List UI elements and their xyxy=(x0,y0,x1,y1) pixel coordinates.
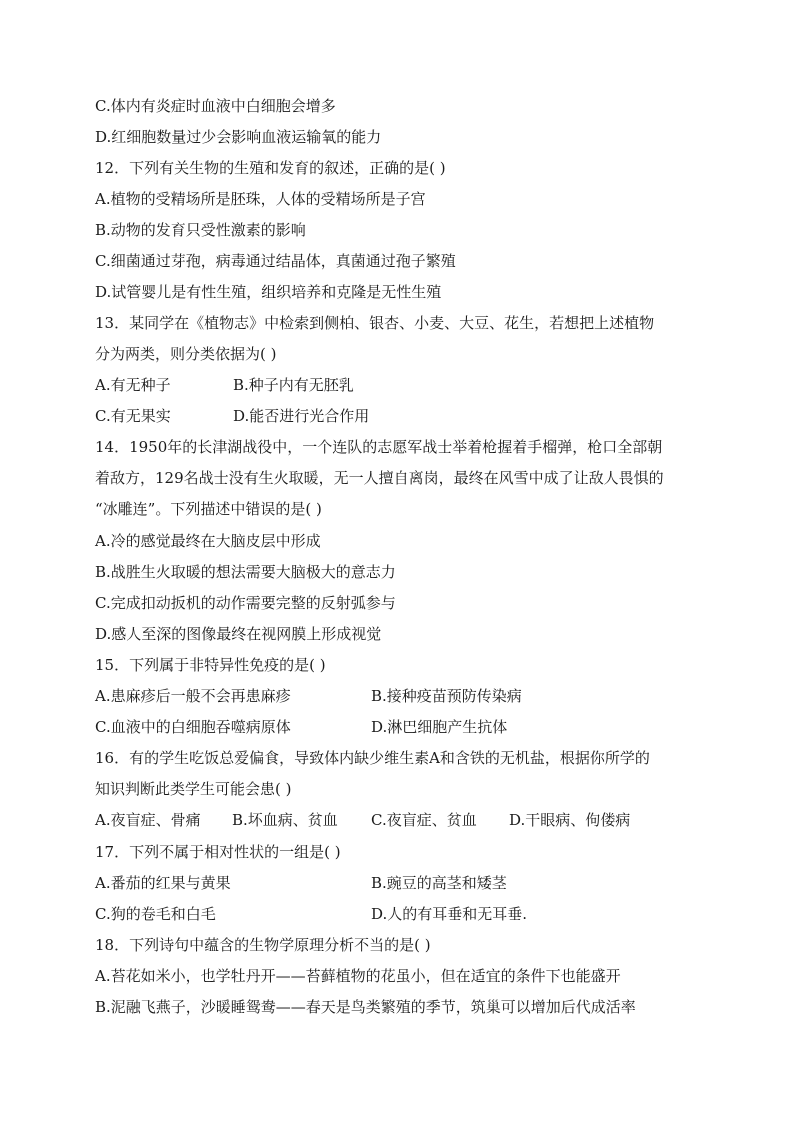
q13-option-d: D.能否进行光合作用 xyxy=(233,407,370,425)
q18-option-a: A.苔花如米小，也学牡丹开——苔藓植物的花虽小，但在适宜的条件下也能盛开 xyxy=(95,967,621,985)
q14-option-b: B.战胜生火取暖的想法需要大脑极大的意志力 xyxy=(95,563,396,581)
q12-stem: 12．下列有关生物的生殖和发育的叙述，正确的是( ) xyxy=(95,159,446,177)
q14-option-c: C.完成扣动扳机的动作需要完整的反射弧参与 xyxy=(95,594,396,612)
q17-option-a: A.番茄的红果与黄果 xyxy=(95,874,231,892)
q15-option-c: C.血液中的白细胞吞噬病原体 xyxy=(95,718,291,736)
q14-stem-line-3: “冰雕连”。下列描述中错误的是( ) xyxy=(95,500,322,518)
q11-option-d: D.红细胞数量过少会影响血液运输氧的能力 xyxy=(95,128,382,146)
q12-option-c: C.细菌通过芽孢，病毒通过结晶体，真菌通过孢子繁殖 xyxy=(95,252,456,270)
q15-option-a: A.患麻疹后一般不会再患麻疹 xyxy=(95,687,291,705)
q15-option-d: D.淋巴细胞产生抗体 xyxy=(371,718,508,736)
q13-option-a: A.有无种子 xyxy=(95,376,171,394)
q16-option-c: C.夜盲症、贫血 xyxy=(371,811,477,829)
q17-option-d: D.人的有耳垂和无耳垂. xyxy=(371,905,528,923)
q17-stem: 17．下列不属于相对性状的一组是( ) xyxy=(95,843,341,861)
q16-option-d: D.干眼病、佝偻病 xyxy=(509,811,631,829)
q13-stem-line-2: 分为两类，则分类依据为( ) xyxy=(95,345,277,363)
q15-option-b: B.接种疫苗预防传染病 xyxy=(371,687,522,705)
q16-stem-line-2: 知识判断此类学生可能会患( ) xyxy=(95,780,292,798)
q14-option-d: D.感人至深的图像最终在视网膜上形成视觉 xyxy=(95,625,382,643)
q17-option-c: C.狗的卷毛和白毛 xyxy=(95,905,216,923)
q12-option-a: A.植物的受精场所是胚珠，人体的受精场所是子宫 xyxy=(95,190,426,208)
q12-option-b: B.动物的发育只受性激素的影响 xyxy=(95,221,306,239)
q12-option-d: D.试管婴儿是有性生殖，组织培养和克隆是无性生殖 xyxy=(95,283,442,301)
q13-stem-line-1: 13．某同学在《植物志》中检索到侧柏、银杏、小麦、大豆、花生，若想把上述植物 xyxy=(95,314,655,332)
q15-stem: 15．下列属于非特异性免疫的是( ) xyxy=(95,656,326,674)
q14-option-a: A.冷的感觉最终在大脑皮层中形成 xyxy=(95,532,321,550)
q16-option-b: B.坏血病、贫血 xyxy=(232,811,338,829)
q14-stem-line-2: 着敌方，129名战士没有生火取暖，无一人擅自离岗，最终在风雪中成了让敌人畏惧的 xyxy=(95,469,664,487)
q18-option-b: B.泥融飞燕子，沙暖睡鸳鸯——春天是鸟类繁殖的季节，筑巢可以增加后代成活率 xyxy=(95,998,636,1016)
q16-stem-line-1: 16．有的学生吃饭总爱偏食，导致体内缺少维生素A和含铁的无机盐，根据你所学的 xyxy=(95,749,650,767)
q14-stem-line-1: 14．1950年的长津湖战役中，一个连队的志愿军战士举着枪握着手榴弹，枪口全部朝 xyxy=(95,438,663,456)
q13-option-b: B.种子内有无胚乳 xyxy=(233,376,354,394)
q18-stem: 18．下列诗句中蕴含的生物学原理分析不当的是( ) xyxy=(95,936,431,954)
q16-option-a: A.夜盲症、骨痛 xyxy=(95,811,201,829)
q11-option-c: C.体内有炎症时血液中白细胞会增多 xyxy=(95,97,336,115)
q13-option-c: C.有无果实 xyxy=(95,407,171,425)
q17-option-b: B.豌豆的高茎和矮茎 xyxy=(371,874,507,892)
